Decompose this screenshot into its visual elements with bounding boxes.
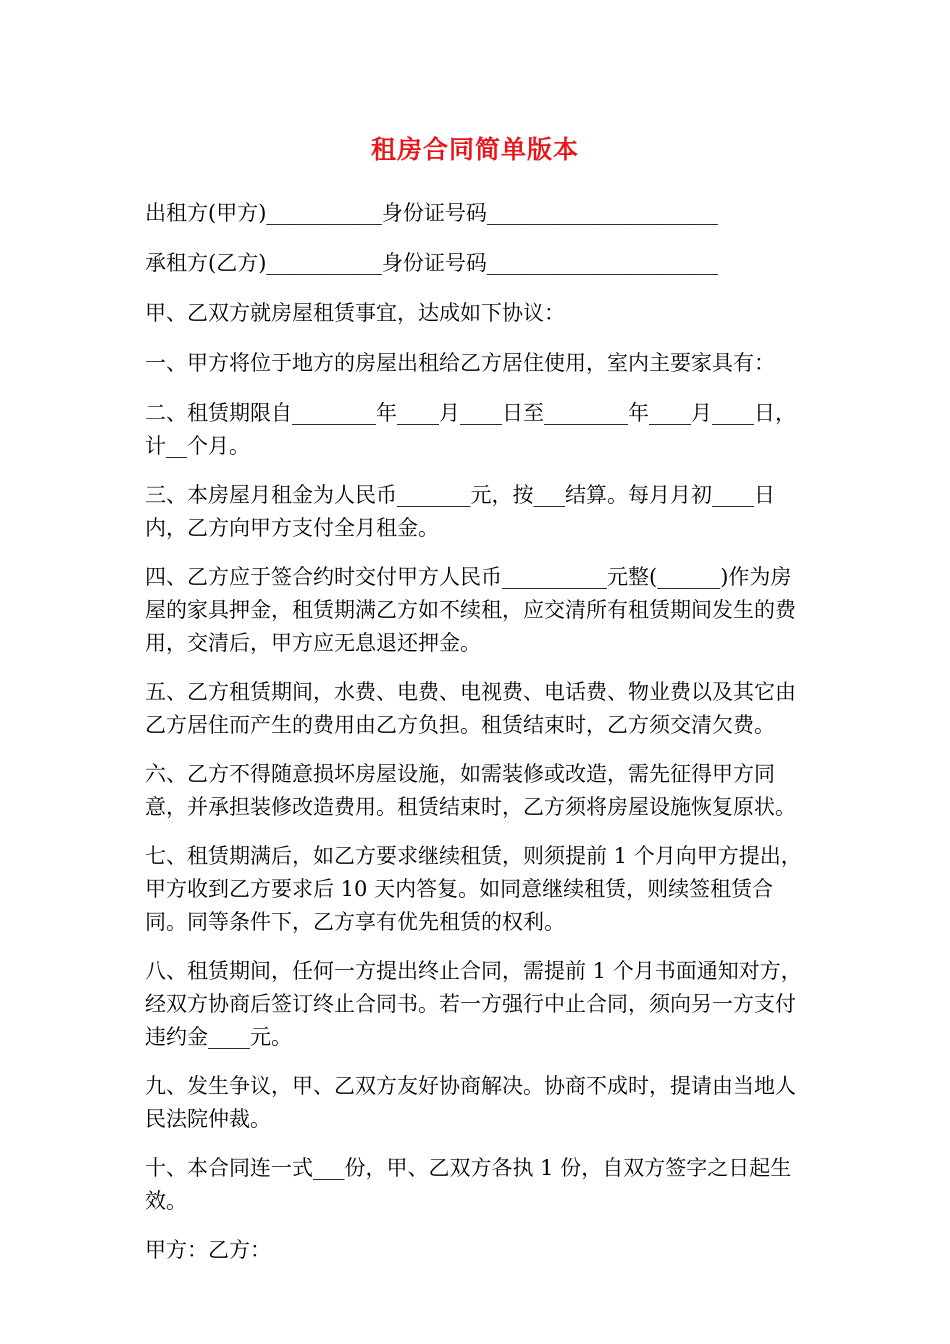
paragraph-clause-10: 十、本合同连一式___份，甲、乙双方各执 1 份，自双方签字之日起生效。 [145,1156,792,1213]
paragraph-clause-6: 六、乙方不得随意损坏房屋设施，如需装修或改造，需先征得甲方同意，并承担装修改造费用。租赁结束时，乙方须将房屋设施恢复原状。 [145,762,796,819]
paragraph-clause-1: 一、甲方将位于地方的房屋出租给乙方居住使用，室内主要家具有： [145,351,775,375]
paragraph-clause-7: 七、租赁期满后，如乙方要求继续租赁，则须提前 1 个月向甲方提出，甲方收到乙方要求后 10 天内答复。如同意继续租赁，则续签租赁合同。同等条件下，乙方享有优先租赁的权利。 [145,844,802,934]
paragraph-lessor: 出租方(甲方)___________身份证号码______________________ [145,201,718,225]
paragraph-clause-5: 五、乙方租赁期间，水费、电费、电视费、电话费、物业费以及其它由乙方居住而产生的费用由乙方负担。租赁结束时，乙方须交清欠费。 [145,680,796,737]
paragraph-intro: 甲、乙双方就房屋租赁事宜，达成如下协议： [145,301,565,325]
document-title: 租房合同简单版本 [370,135,579,164]
paragraph-signatures: 甲方：乙方： [145,1238,271,1262]
document-body [145,197,807,1284]
paragraph-clause-4: 四、乙方应于签合约时交付甲方人民币__________元整(______)作为房屋的家具押金，租赁期满乙方如不续租，应交清所有租赁期间发生的费用，交清后，甲方应无息退还押金。 [145,565,796,655]
paragraph-clause-2: 二、租赁期限自________年____月____日至________年____月____日，计__个月。 [145,401,796,458]
paragraph-lessee: 承租方(乙方)___________身份证号码______________________ [145,251,718,275]
paragraph-clause-3: 三、本房屋月租金为人民币_______元，按___结算。每月月初____日内，乙方向甲方支付全月租金。 [145,483,775,540]
paragraph-clause-8: 八、租赁期间，任何一方提出终止合同，需提前 1 个月书面通知对方，经双方协商后签订终止合同书。若一方强行中止合同，须向另一方支付违约金____元。 [145,959,802,1049]
paragraph-clause-9: 九、发生争议，甲、乙双方友好协商解决。协商不成时，提请由当地人民法院仲裁。 [145,1074,796,1131]
